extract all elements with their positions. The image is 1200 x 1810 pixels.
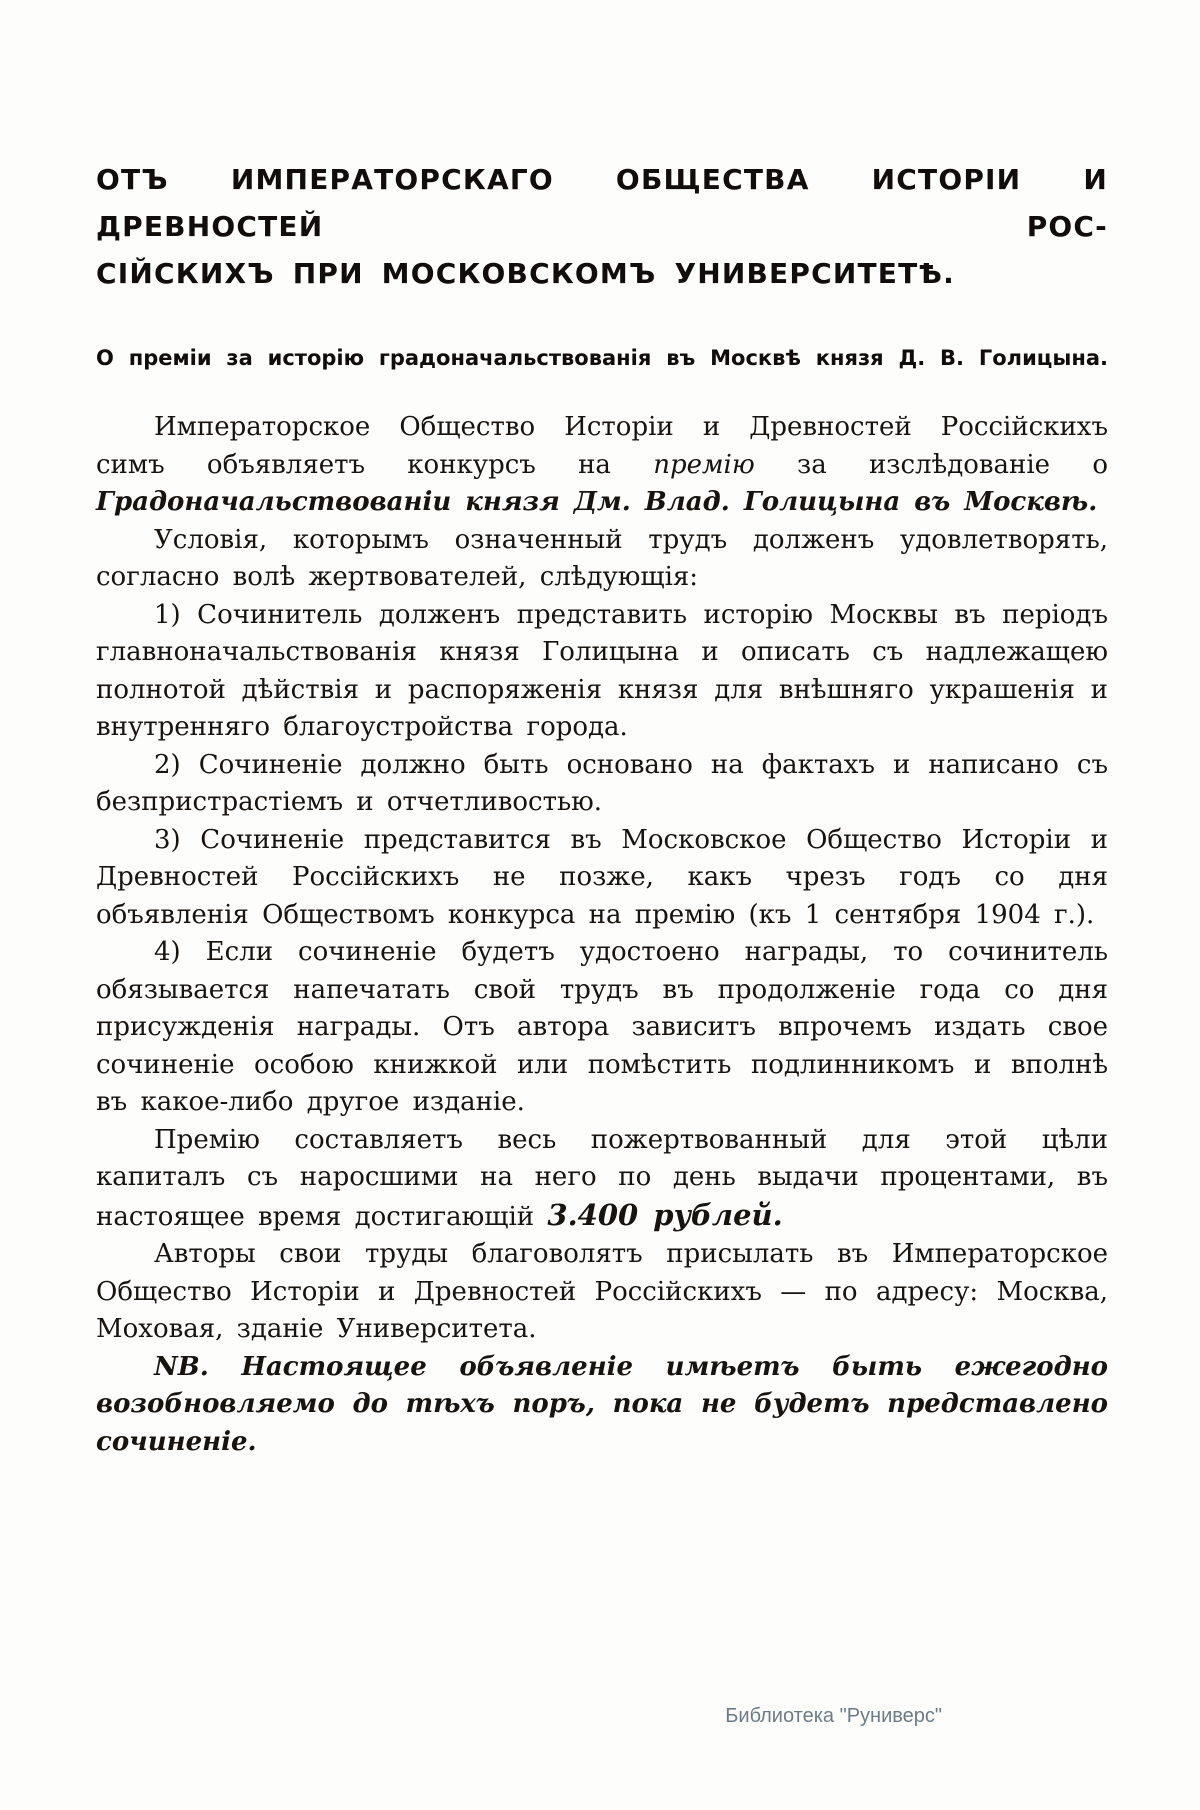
prize-text: Премію составляетъ весь пожертвованный для этой цѣли капиталъ съ наросшими на него по день выдачи процентами, въ настоящее время достигающій: [96, 1124, 1108, 1232]
paragraph-nota-bene: NB. Настоящее объявленіе имѣетъ быть ежегодно возобновляемо до тѣхъ поръ, пока не будетъ представлено сочиненіе.: [96, 1351, 1108, 1457]
document-title-line-2: СІЙСКИХЪ ПРИ МОСКОВСКОМЪ УНИВЕРСИТЕТѢ.: [96, 257, 955, 290]
announcement-subject-bold-italic: Градоначальствованіи князя Дм. Влад. Голицына въ Москвѣ.: [96, 487, 1098, 517]
document-subtitle: О преміи за исторію градоначальствованія въ Москвѣ князя Д. В. Голицына.: [96, 346, 1108, 370]
document-page: [96, 156, 1108, 1461]
library-watermark: Библиотека "Руниверс": [725, 1705, 942, 1727]
paragraph-conditions-intro: Условія, которымъ означенный трудъ долженъ удовлетворять, согласно волѣ жертвователей, слѣдующія:: [96, 524, 1108, 592]
paragraph-condition-1: 1) Сочинитель долженъ представить исторію Москвы въ періодъ главноначальствованія князя Голицына и описать съ надлежащею полнотой дѣйствія и распоряженія князя для внѣшняго украшенія и внутренняго благоустройства города.: [96, 599, 1108, 742]
announcement-text: Императорское Общество Исторіи и Древностей Россійскихъ симъ объявляетъ конкурсъ на: [96, 412, 1108, 480]
paragraph-condition-2: 2) Сочиненіе должно быть основано на фактахъ и написано съ безпристрастіемъ и отчетливостью.: [96, 749, 1108, 817]
announcement-premium-italic: премію: [653, 449, 755, 480]
paragraph-condition-3: 3) Сочиненіе представится въ Московское Общество Исторіи и Древностей Россійскихъ не позже, какъ чрезъ годъ со дня объявленія Обществомъ конкурса на премію (къ 1 сентября 1904 г.).: [96, 824, 1108, 930]
paragraph-condition-4: 4) Если сочиненіе будетъ удостоено награды, то сочинитель обязывается напечатать свой трудъ въ продолженіе года со дня присужденія награды. Отъ автора зависитъ впрочемъ издать свое сочиненіе особою книжкой или помѣстить подлинникомъ и вполнѣ въ какое-либо другое изданіе.: [96, 937, 1108, 1117]
document-title: [96, 156, 1108, 297]
paragraph-prize: [96, 1122, 1108, 1237]
announcement-text-2: за изслѣдованіе о: [754, 449, 1108, 480]
prize-amount: 3.400 рублей.: [547, 1197, 783, 1232]
paragraph-announcement: [96, 409, 1108, 522]
paragraph-address: Авторы свои труды благоволятъ присылать въ Императорское Общество Исторіи и Древностей Россійскихъ — по адресу: Москва, Моховая, зданіе Университета.: [96, 1239, 1108, 1344]
document-body: [96, 409, 1108, 1461]
document-title-line-1: ОТЪ ИМПЕРАТОРСКАГО ОБЩЕСТВА ИСТОРІИ И ДРЕВНОСТЕЙ РОС-: [96, 163, 1108, 243]
